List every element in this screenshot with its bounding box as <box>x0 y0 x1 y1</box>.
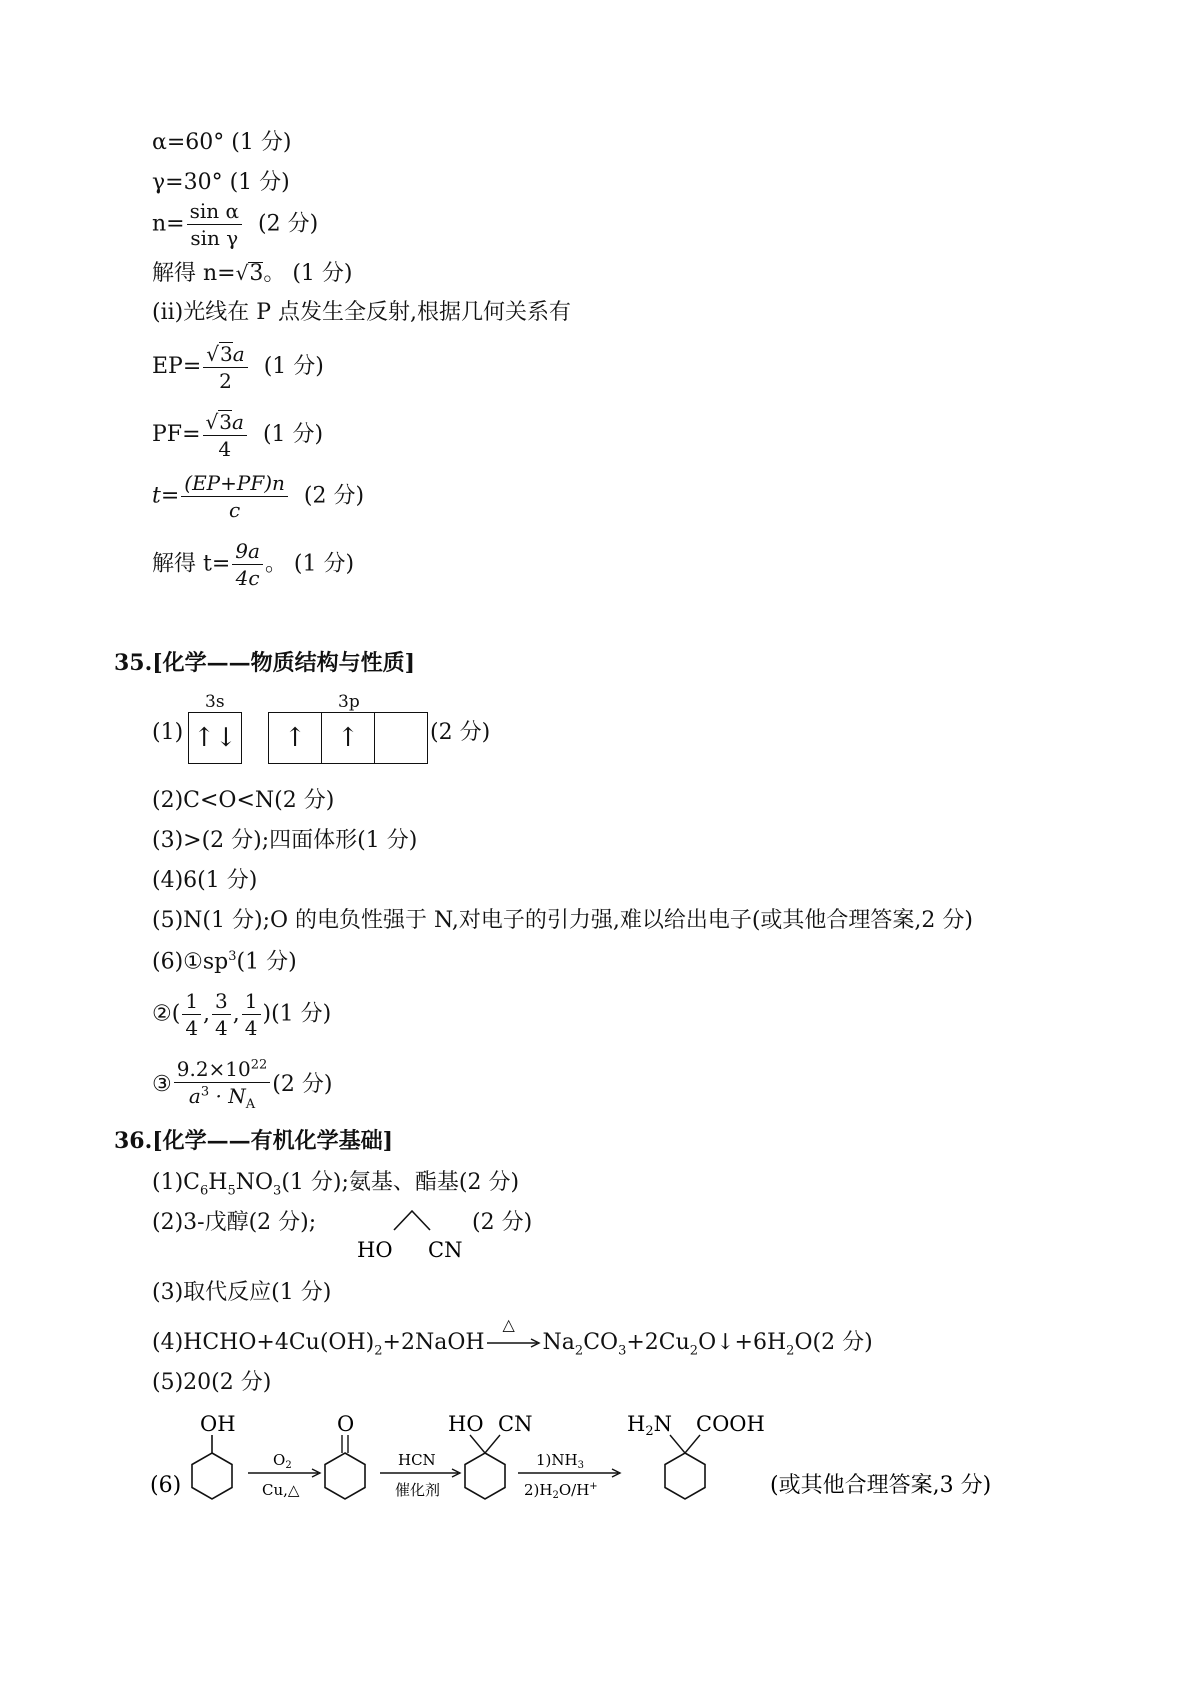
q36-answer-2: (2)3-戊醇(2 分); <box>152 1210 317 1235</box>
superscript: 3 <box>228 949 237 964</box>
fraction-2 <box>212 990 231 1039</box>
pentanol-nitrile-structure <box>352 1205 462 1275</box>
q35-header: 35.[化学——物质结构与性质] <box>114 650 416 676</box>
numerator: sin α <box>187 200 242 225</box>
denominator: 2 <box>219 369 232 393</box>
numerator: 9a <box>232 540 263 565</box>
lhs: PF= <box>152 422 201 447</box>
numerator: 1 <box>242 990 261 1015</box>
denominator: 4 <box>244 1016 258 1040</box>
answer-n-result <box>152 262 353 285</box>
ring-4 <box>665 1453 705 1499</box>
denominator: 4 <box>185 1016 199 1040</box>
step2-condition: 催化剂 <box>395 1481 441 1499</box>
prefix: ③ <box>152 1072 172 1098</box>
subscript: 5 <box>227 1183 236 1199</box>
sqrt-symbol: √ <box>235 261 249 285</box>
fraction <box>181 472 288 521</box>
q35-answer-6-1 <box>152 950 297 973</box>
orbital-3p-cell-1: ↑ <box>269 713 322 763</box>
step2-reagent: HCN <box>398 1451 436 1469</box>
numerator: 1 <box>182 990 201 1015</box>
exponent: 22 <box>250 1057 268 1073</box>
q36-answer-2-score: (2 分) <box>472 1210 533 1235</box>
suffix: )(1 分) <box>262 1001 332 1027</box>
denominator: 4 <box>215 1016 228 1040</box>
radicand: 3 <box>249 261 264 286</box>
q36-header: 36.[化学——有机化学基础] <box>114 1128 394 1154</box>
score: (2 分) <box>303 483 365 509</box>
prefix: 解得 n= <box>152 261 236 286</box>
subscript: 2 <box>689 1343 699 1359</box>
var-a: a <box>232 410 244 434</box>
lhs: t= <box>152 483 180 509</box>
arrow-step-3 <box>518 1451 620 1501</box>
numerator <box>174 1058 271 1083</box>
mantissa: 9.2×10 <box>176 1057 251 1081</box>
heat-arrow <box>485 1315 543 1349</box>
score: (1 分) <box>263 354 324 379</box>
subscript: 3 <box>273 1183 282 1199</box>
numerator <box>203 410 247 436</box>
denominator <box>174 1083 271 1112</box>
denominator: sin γ <box>190 226 239 250</box>
bond-cooh <box>685 1435 700 1453</box>
step3-reagent: $1)NH_3$ <box>536 1451 584 1471</box>
bond-cn <box>485 1435 500 1453</box>
prefix: 解得 t= <box>152 551 231 577</box>
orbital-3p-cell-3 <box>375 713 427 763</box>
amino-acid <box>627 1412 765 1499</box>
bond-ho <box>470 1435 485 1453</box>
answer-alpha: α=60° (1 分) <box>152 130 292 155</box>
orbital-3p-box <box>268 712 428 764</box>
fraction <box>232 540 263 589</box>
numerator <box>203 342 247 368</box>
lhs: EP= <box>152 354 202 379</box>
route-prefix: (6) <box>150 1473 182 1498</box>
q35-answer-5: (5)N(1 分);O 的电负性强于 N,对电子的引力强,难以给出电子(或其他合理答案,2 分) <box>152 908 973 933</box>
fraction <box>174 1058 271 1112</box>
answer-t-formula <box>152 472 364 521</box>
ring-1 <box>192 1453 232 1499</box>
structure-ho: HO <box>357 1238 393 1262</box>
suffix: 。 (1 分) <box>264 551 355 577</box>
route-note: (或其他合理答案,3 分) <box>770 1473 992 1498</box>
bond-nh2 <box>670 1435 685 1453</box>
subscript: A <box>245 1097 256 1112</box>
subscript: 2 <box>786 1343 795 1359</box>
var-n: · N <box>209 1084 246 1108</box>
structure-cn: CN <box>428 1238 462 1262</box>
orbital-3p-cell-2: ↑ <box>322 713 375 763</box>
fraction <box>203 410 247 460</box>
numerator: (EP+PF)n <box>181 472 288 497</box>
fraction-1 <box>182 990 201 1039</box>
text: NO <box>235 1170 274 1195</box>
var-a: a <box>232 342 245 366</box>
label-ho: HO <box>448 1412 484 1436</box>
q36-answer-1 <box>152 1172 519 1197</box>
denominator: 4c <box>235 566 260 590</box>
score: (1 分) <box>262 422 324 447</box>
orbital-label-3p: 3p <box>338 692 360 712</box>
label-cooh: COOH <box>696 1412 765 1436</box>
fraction <box>203 342 247 392</box>
denominator: 4 <box>218 437 232 461</box>
subscript: 3 <box>618 1343 627 1359</box>
step1-condition: Cu,△ <box>262 1481 300 1499</box>
text: Na <box>542 1330 575 1355</box>
ring-3 <box>465 1453 505 1499</box>
arrow-icon <box>485 1337 543 1349</box>
q35-answer-3: (3)>(2 分);四面体形(1 分) <box>152 828 418 853</box>
q35-answer-6-2: ②( $\frac{1}{4}$ , $\frac{3}{4}$ , $\frac{1}{4}$ )(1 分) <box>152 989 332 1040</box>
prefix: (1)C <box>152 1170 200 1195</box>
radicand: 3 <box>219 410 232 434</box>
label-h2n: H2N <box>627 1412 672 1439</box>
score: (2 分) <box>258 211 319 237</box>
text: +2Cu <box>626 1330 690 1355</box>
prefix: ②( <box>152 1001 181 1027</box>
numerator: 3 <box>212 990 231 1015</box>
fraction-3 <box>242 990 261 1039</box>
arrow-step-1 <box>248 1451 320 1499</box>
q36-answer-4 <box>152 1315 873 1359</box>
orbital-3s-box <box>188 712 242 764</box>
denominator: c <box>229 498 241 522</box>
label-oh: OH <box>200 1412 236 1436</box>
lhs: n= <box>152 211 185 237</box>
step1-reagent: $O_2$ <box>273 1451 292 1471</box>
text: CO <box>583 1330 619 1355</box>
answer-n-formula <box>152 200 318 249</box>
orbital-score: (2 分) <box>430 720 491 745</box>
cyanohydrin <box>448 1412 532 1499</box>
q35-answer-4: (4)6(1 分) <box>152 868 258 893</box>
var-a: a <box>188 1084 201 1108</box>
bond-lines <box>394 1211 430 1230</box>
exponent: 3 <box>200 1084 210 1100</box>
subscript: 2 <box>574 1343 584 1359</box>
sqrt-symbol: √ <box>205 410 219 434</box>
label-cn: CN <box>498 1412 533 1436</box>
q36-answer-5: (5)20(2 分) <box>152 1370 272 1395</box>
suffix: (1 分);氨基、酯基(2 分) <box>281 1170 520 1195</box>
suffix: (1 分) <box>236 949 297 975</box>
label-o: O <box>337 1412 355 1436</box>
radicand: 3 <box>220 342 233 366</box>
suffix: (2 分) <box>272 1072 333 1098</box>
text: H <box>208 1170 228 1195</box>
answer-pf <box>152 410 323 460</box>
suffix: O(2 分) <box>794 1330 873 1355</box>
condition: △ <box>502 1315 515 1334</box>
text: +2NaOH <box>382 1330 485 1355</box>
sqrt-symbol: √ <box>206 342 220 366</box>
answer-t-result <box>152 540 354 589</box>
orbital-label-3s: 3s <box>205 692 225 712</box>
answer-ep <box>152 342 324 392</box>
answer-gamma: γ=30° (1 分) <box>152 170 290 195</box>
text: O↓+6H <box>698 1330 787 1355</box>
fraction <box>187 200 242 249</box>
synthesis-route <box>140 1405 1150 1525</box>
q36-answer-3: (3)取代反应(1 分) <box>152 1280 332 1305</box>
prefix: (4)HCHO+4Cu(OH) <box>152 1330 375 1355</box>
step3-condition: $2)H_2O/H^+$ <box>524 1481 598 1501</box>
cyclohexanone <box>325 1412 365 1499</box>
prefix: (6)①sp <box>152 949 229 975</box>
subscript: 6 <box>200 1183 209 1199</box>
orbital-prefix: (1) <box>152 720 184 745</box>
subscript: 2 <box>374 1343 383 1359</box>
q35-answer-2: (2)C<O<N(2 分) <box>152 788 335 813</box>
orbital-3s-cell: ↑↓ <box>193 723 237 753</box>
ring-2 <box>325 1453 365 1499</box>
cyclohexanol <box>192 1412 236 1499</box>
suffix: 。 (1 分) <box>263 261 353 286</box>
arrow-step-2 <box>380 1451 460 1499</box>
q35-answer-6-3 <box>152 1058 332 1112</box>
part-ii-statement: (ⅱ)光线在 P 点发生全反射,根据几何关系有 <box>152 300 572 325</box>
